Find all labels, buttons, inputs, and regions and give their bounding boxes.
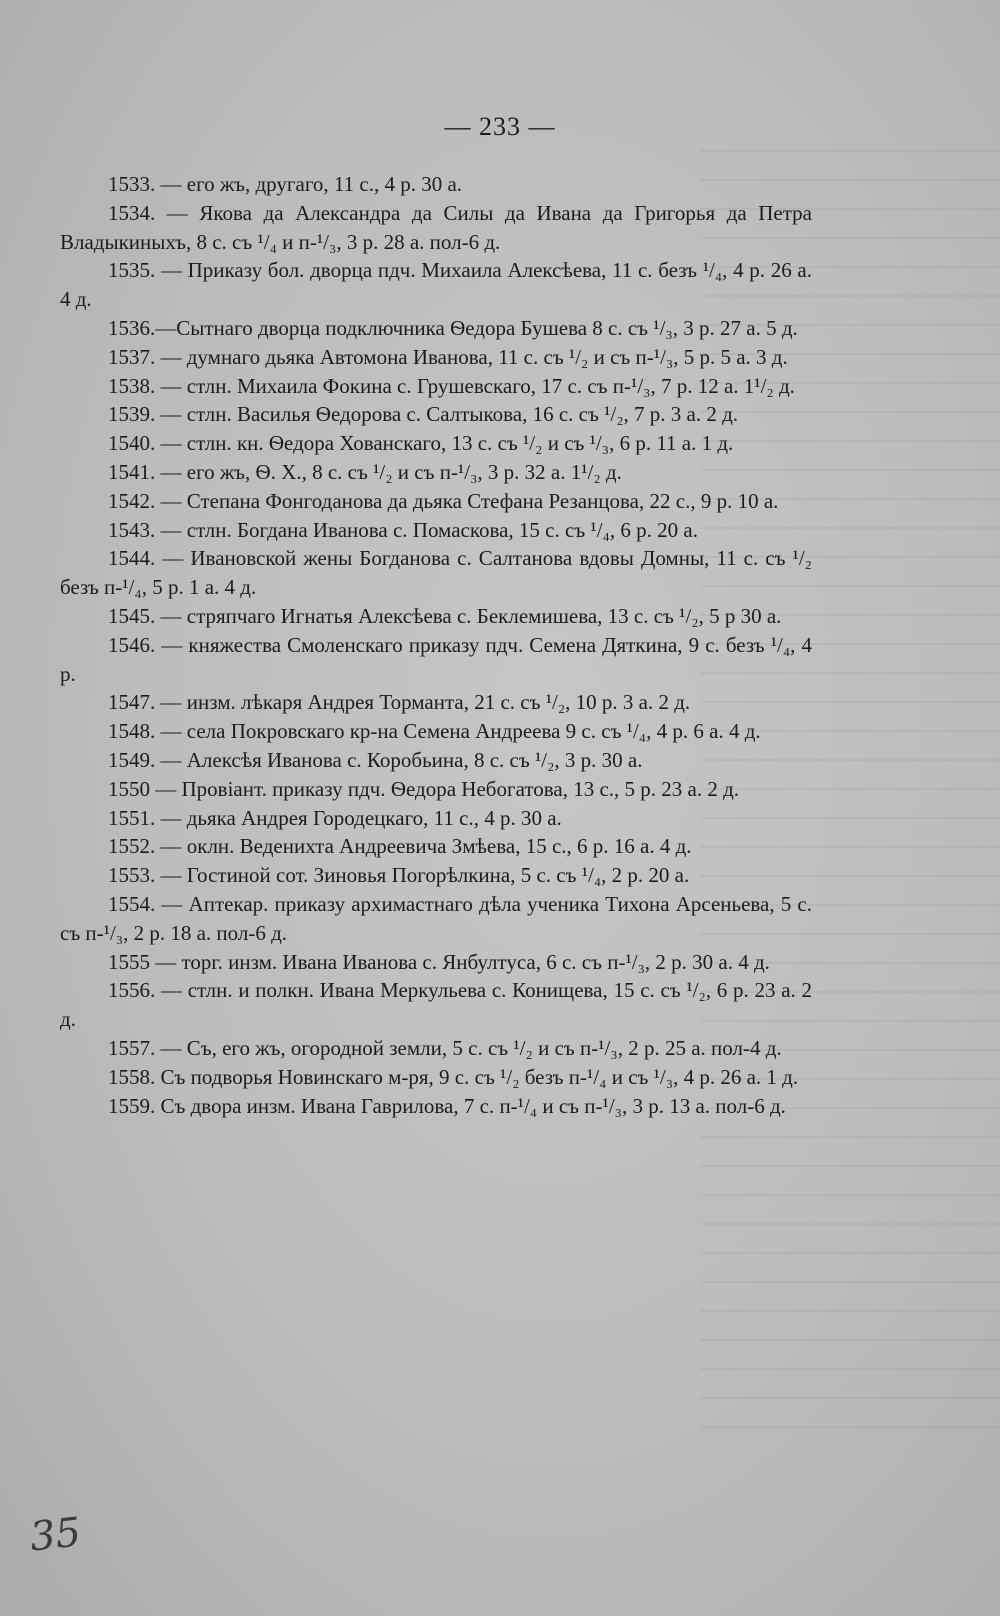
entry-1552: 1552. — оклн. Веденихта Андреевича Змѣева, 15 с., 6 р. 16 а. 4 д. [108, 834, 692, 859]
entry-1558: 1558. Съ подворья Новинскаго м-ря, 9 с. съ ¹/₂ безъ п-¹/₄ и съ ¹/₃, 4 р. 26 а. 1 д. [108, 1064, 799, 1089]
entry-1538: 1538. — стлн. Михаила Фокина с. Грушевскаго, 17 с. съ п-¹/₃, 7 р. 12 а. 1¹/₂ д. [108, 373, 795, 398]
entry-1539: 1539. — стлн. Василья Ѳедорова с. Салтыкова, 16 с. съ ¹/₂, 7 р. 3 а. 2 д. [108, 402, 739, 427]
entry-1556: 1556. — стлн. и полкн. Ивана Меркульева с. Конищева, 15 с. съ ¹/₂, 6 р. 23 а. 2 д. [60, 978, 812, 1032]
entry-1551: 1551. — дьяка Андрея Городецкаго, 11 с., 4 р. 30 а. [108, 805, 562, 830]
entry-1545: 1545. — стряпчаго Игнатья Алексѣева с. Беклемишева, 13 с. съ ¹/₂, 5 р 30 а. [108, 603, 782, 628]
entry-1536: 1536.—Сытнаго дворца подключника Ѳедора Бушева 8 с. съ ¹/₃, 3 р. 27 а. 5 д. [108, 315, 798, 340]
entry-1553: 1553. — Гостиной сот. Зиновья Погорѣлкина, 5 с. съ ¹/₄, 2 р. 20 а. [108, 863, 690, 888]
entry-1547: 1547. — инзм. лѣкаря Андрея Торманта, 21 с. съ ¹/₂, 10 р. 3 а. 2 д. [108, 690, 691, 715]
entry-1537: 1537. — думнаго дьяка Автомона Иванова, 11 с. съ ¹/₂ и съ п-¹/₃, 5 р. 5 а. 3 д. [108, 344, 788, 369]
entry-1542: 1542. — Степана Фонгоданова да дьяка Стефана Резанцова, 22 с., 9 р. 10 а. [108, 488, 779, 513]
entry-1544: 1544. — Ивановской жены Богданова с. Салтанова вдовы Домны, 11 с. съ ¹/₂ безъ п-¹/₄, 5 р. 1 а. 4 д. [60, 546, 812, 600]
entry-1535: 1535. — Приказу бол. дворца пдч. Михаила Алексѣева, 11 с. безъ ¹/₄, 4 р. 26 а. 4 д. [60, 258, 812, 312]
entry-1550: 1550 — Провіант. приказу пдч. Ѳедора Небогатова, 13 с., 5 р. 23 а. 2 д. [108, 776, 740, 801]
entry-1541: 1541. — его жъ, Ѳ. Х., 8 с. съ ¹/₂ и съ п-¹/₃, 3 р. 32 а. 1¹/₂ д. [108, 459, 622, 484]
entry-1534: 1534. — Якова да Александра да Силы да Ивана да Григорья да Петра Владыкиныхъ, 8 с. съ ¹/₄ и п-¹/₃, 3 р. 28 а. пол-6 д. [60, 200, 812, 254]
page-number: — 233 — [444, 112, 556, 141]
entry-1546: 1546. — княжества Смоленскаго приказу пдч. Семена Дяткина, 9 с. безъ ¹/₄, 4 р. [60, 632, 812, 686]
entry-1548: 1548. — села Покровскаго кр-на Семена Андреева 9 с. съ ¹/₄, 4 р. 6 а. 4 д. [108, 719, 761, 744]
entry-1543: 1543. — стлн. Богдана Иванова с. Помаскова, 15 с. съ ¹/₄, 6 р. 20 а. [108, 517, 698, 542]
entry-1555: 1555 — торг. инзм. Ивана Иванова с. Янбултуса, 6 с. съ п-¹/₃, 2 р. 30 а. 4 д. [108, 949, 770, 974]
entry-1559: 1559. Съ двора инзм. Ивана Гаврилова, 7 с. п-¹/₄ и съ п-¹/₃, 3 р. 13 а. пол-6 д. [108, 1093, 786, 1118]
entry-1540: 1540. — стлн. кн. Ѳедора Хованскаго, 13 с. съ ¹/₂ и съ ¹/₃, 6 р. 11 а. 1 д. [108, 431, 734, 456]
entry-1549: 1549. — Алексѣя Иванова с. Коробьина, 8 с. съ ¹/₂, 3 р. 30 а. [108, 747, 643, 772]
handwritten-margin-note: 35 [27, 1509, 84, 1561]
entry-1554: 1554. — Аптекар. приказу архимастнаго дѣла ученика Тихона Арсеньева, 5 с. съ п-¹/₃, 2 р. 18 а. пол-6 д. [60, 891, 812, 945]
entry-1533: 1533. — его жъ, другаго, 11 с., 4 р. 30 а. [108, 172, 463, 196]
entry-list [60, 170, 812, 1120]
entry-1557: 1557. — Съ, его жъ, огородной земли, 5 с. съ ¹/₂ и съ п-¹/₃, 2 р. 25 а. пол-4 д. [108, 1035, 782, 1060]
